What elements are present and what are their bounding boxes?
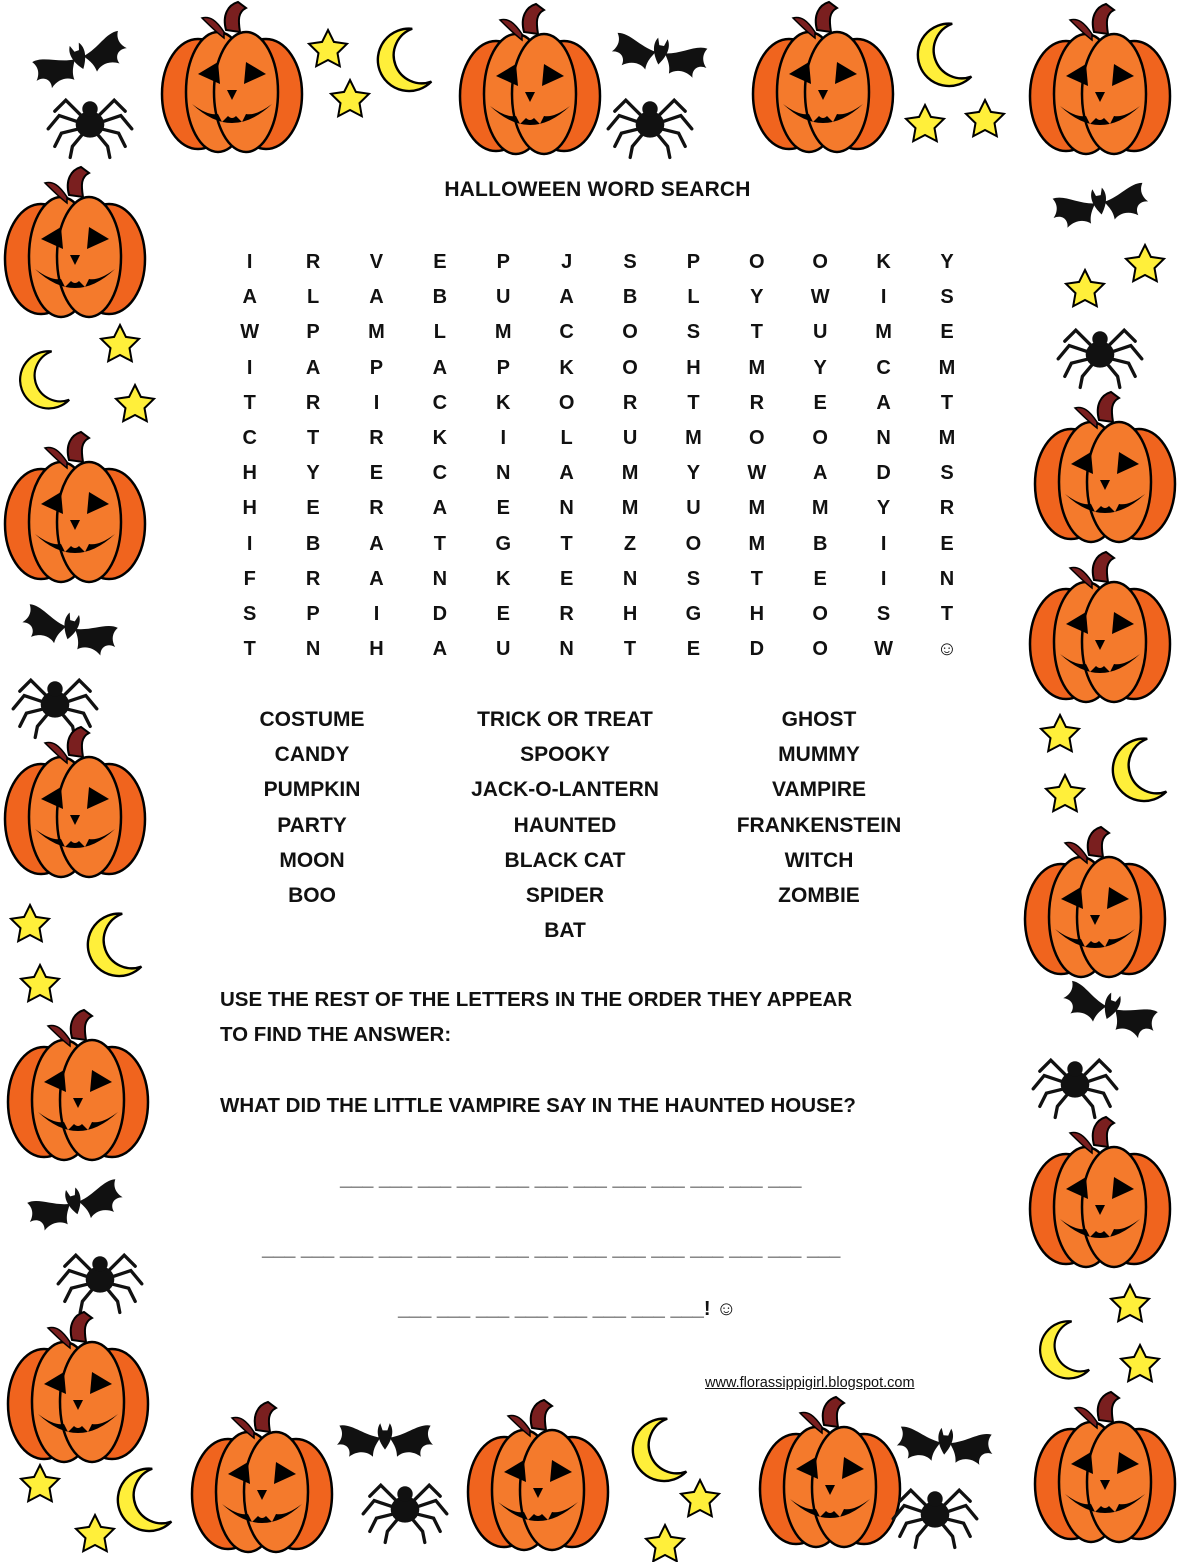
grid-cell: K <box>876 251 891 273</box>
grid-cell: R <box>939 497 955 520</box>
grid-cell: Y <box>750 286 764 309</box>
word-search-grid <box>218 245 979 667</box>
grid-cell: E <box>496 602 510 625</box>
grid-cell: W <box>874 638 894 661</box>
grid-cell: R <box>305 567 321 590</box>
grid-cell: T <box>560 532 573 555</box>
grid-cell: I <box>880 567 887 590</box>
grid-cell: P <box>369 356 384 379</box>
grid-cell: L <box>560 426 573 449</box>
grid-cell: E <box>559 567 574 590</box>
grid-cell: B <box>432 286 448 309</box>
grid-cell: S <box>940 286 954 309</box>
grid-cell: O <box>685 532 702 555</box>
word-list-item: BAT <box>544 919 586 943</box>
answer-blanks-line-3: ___ ___ ___ ___ ___ ___ ___ ___! ☺ <box>398 1298 737 1320</box>
grid-cell: T <box>433 532 446 555</box>
page-title: HALLOWEEN WORD SEARCH <box>444 178 751 201</box>
grid-cell: D <box>432 602 448 625</box>
grid-cell: R <box>749 391 765 414</box>
grid-cell: A <box>242 286 257 309</box>
word-list-column-2 <box>445 702 685 948</box>
grid-cell: T <box>940 391 954 414</box>
grid-cell: H <box>686 356 701 379</box>
grid-cell: P <box>496 251 510 273</box>
grid-cell: M <box>494 321 512 344</box>
grid-cell: M <box>748 356 766 379</box>
grid-cell: U <box>622 426 638 449</box>
grid-cell: M <box>685 426 702 449</box>
word-list-item: SPIDER <box>525 883 605 907</box>
grid-cell: O <box>622 356 638 379</box>
word-list-item: ZOMBIE <box>778 883 860 907</box>
grid-cell: A <box>369 532 384 555</box>
grid-cell: A <box>559 462 574 485</box>
grid-cell: S <box>940 462 954 485</box>
grid-cell: N <box>496 462 511 485</box>
grid-cell: N <box>622 567 638 590</box>
word-list-item: PARTY <box>277 813 347 837</box>
grid-cell: I <box>880 532 887 555</box>
answer-blanks-line-1: ___ ___ ___ ___ ___ ___ ___ ___ ___ ___ ___ ___ <box>340 1168 802 1190</box>
word-list-item: MUMMY <box>778 743 860 767</box>
grid-cell: O <box>749 251 765 273</box>
word-list-item: JACK-O-LANTERN <box>471 778 659 802</box>
grid-cell: H <box>242 462 257 485</box>
grid-cell: M <box>748 497 766 520</box>
word-list-item: WITCH <box>784 848 854 872</box>
word-list-item: GHOST <box>781 708 857 731</box>
grid-cell: Y <box>940 251 954 273</box>
grid-cell: E <box>369 462 384 485</box>
grid-cell: S <box>243 602 257 625</box>
grid-cell: M <box>621 462 639 485</box>
grid-cell: N <box>559 497 574 520</box>
grid-cell: F <box>243 567 256 590</box>
grid-cell: S <box>876 602 891 625</box>
grid-cell: P <box>306 602 320 625</box>
footer-url: www.florassippigirl.blogspot.com <box>705 1375 915 1391</box>
grid-cell: M <box>621 497 639 520</box>
grid-cell: R <box>305 391 321 414</box>
grid-cell: M <box>368 321 385 344</box>
grid-cell: C <box>242 426 257 449</box>
grid-cell: E <box>813 391 827 414</box>
grid-cell: G <box>685 602 702 625</box>
grid-cell: R <box>559 602 574 625</box>
grid-cell: L <box>687 286 700 309</box>
grid-cell: W <box>810 286 830 309</box>
grid-cell: D <box>749 638 765 661</box>
grid-cell: D <box>876 462 891 485</box>
grid-cell: E <box>940 532 954 555</box>
instruction-line-2: TO FIND THE ANSWER: <box>220 1023 452 1046</box>
grid-cell: M <box>748 532 766 555</box>
riddle-question: WHAT DID THE LITTLE VAMPIRE SAY IN THE HAUNTED HOUSE? <box>220 1094 856 1117</box>
grid-cell: K <box>432 426 448 449</box>
grid-cell: A <box>432 497 448 520</box>
grid-cell: Y <box>306 462 320 485</box>
grid-cell: C <box>876 356 891 379</box>
grid-cell: C <box>432 391 448 414</box>
grid-cell: O <box>812 602 828 625</box>
grid-cell: A <box>876 391 891 414</box>
grid-cell: Y <box>813 356 827 379</box>
grid-cell: M <box>811 497 829 520</box>
grid-cell: E <box>433 251 447 273</box>
grid-cell: K <box>496 391 511 414</box>
grid-cell: M <box>938 356 956 379</box>
grid-cell: R <box>369 497 384 520</box>
word-list-item: TRICK OR TREAT <box>477 708 653 731</box>
grid-cell: E <box>813 567 827 590</box>
word-list-item: COSTUME <box>259 708 365 731</box>
word-list-item: VAMPIRE <box>771 778 867 802</box>
word-list-item: PUMPKIN <box>263 778 361 802</box>
grid-cell: K <box>496 567 511 590</box>
grid-cell: T <box>243 638 256 661</box>
grid-cell: C <box>432 462 448 485</box>
grid-cell: H <box>749 602 765 625</box>
grid-cell: I <box>373 391 380 414</box>
grid-cell: U <box>812 321 828 344</box>
grid-cell: Y <box>876 497 891 520</box>
grid-cell: U <box>496 638 511 661</box>
grid-cell: T <box>243 391 256 414</box>
grid-cell: O <box>812 426 828 449</box>
grid-cell: Z <box>623 532 637 555</box>
grid-cell: T <box>940 602 954 625</box>
grid-cell: E <box>940 321 954 344</box>
grid-cell: S <box>686 321 701 344</box>
grid-cell: U <box>496 286 511 309</box>
grid-cell: Y <box>686 462 701 485</box>
grid-cell: I <box>246 251 253 273</box>
grid-cell: N <box>432 567 448 590</box>
grid-cell: S <box>623 251 637 273</box>
grid-cell: W <box>240 321 260 344</box>
word-list-item: HAUNTED <box>513 813 617 837</box>
word-list-item: BOO <box>288 883 336 907</box>
grid-cell: T <box>750 567 763 590</box>
grid-cell: G <box>495 532 512 555</box>
grid-cell: M <box>938 426 956 449</box>
grid-cell: K <box>559 356 574 379</box>
grid-cell: P <box>306 321 320 344</box>
grid-cell: I <box>500 426 507 449</box>
word-list-item: MOON <box>279 848 345 872</box>
grid-cell: I <box>246 356 253 379</box>
grid-cell: T <box>623 638 637 661</box>
grid-cell: A <box>432 638 448 661</box>
grid-cell: A <box>812 462 828 485</box>
grid-cell: N <box>939 567 955 590</box>
grid-cell: T <box>306 426 320 449</box>
grid-cell: W <box>747 462 767 485</box>
grid-cell: H <box>369 638 384 661</box>
grid-cell: C <box>559 321 574 344</box>
grid-cell: R <box>305 251 321 273</box>
grid-cell: N <box>559 638 574 661</box>
grid-cell: T <box>687 391 700 414</box>
grid-cell: O <box>749 426 765 449</box>
grid-cell: H <box>622 602 638 625</box>
grid-cell: N <box>305 638 321 661</box>
instruction-line-1: USE THE REST OF THE LETTERS IN THE ORDER THEY APPEAR <box>220 988 853 1011</box>
grid-cell: P <box>686 251 701 273</box>
grid-cell: L <box>433 321 446 344</box>
word-list-column-3 <box>710 702 928 913</box>
grid-cell: R <box>369 426 384 449</box>
grid-cell: O <box>812 251 828 273</box>
grid-cell: B <box>622 286 638 309</box>
answer-blanks-line-2: ___ ___ ___ ___ ___ ___ ___ ___ ___ ___ ___ ___ ___ ___ ___ <box>262 1238 841 1260</box>
grid-cell: U <box>686 497 701 520</box>
grid-cell: E <box>686 638 701 661</box>
grid-cell: A <box>369 286 384 309</box>
word-list-item: CANDY <box>274 743 350 767</box>
grid-cell: V <box>369 251 384 273</box>
grid-cell: I <box>880 286 887 309</box>
grid-cell: I <box>246 532 253 555</box>
grid-cell: E <box>496 497 510 520</box>
grid-cell: A <box>432 356 448 379</box>
grid-cell: O <box>812 638 828 661</box>
grid-cell: S <box>686 567 701 590</box>
grid-cell: I <box>373 602 380 625</box>
grid-cell: E <box>306 497 320 520</box>
grid-cell: N <box>876 426 891 449</box>
word-list-item: FRANKENSTEIN <box>736 813 902 837</box>
grid-cell: J <box>561 251 573 273</box>
grid-cell: B <box>812 532 828 555</box>
grid-cell: O <box>622 321 638 344</box>
grid-cell: L <box>306 286 320 309</box>
grid-cell: O <box>558 391 575 414</box>
grid-cell: A <box>559 286 574 309</box>
word-list-item: SPOOKY <box>520 743 610 767</box>
word-list-column-1 <box>212 702 412 913</box>
grid-cell: P <box>496 356 510 379</box>
grid-cell: A <box>369 567 384 590</box>
grid-cell: B <box>305 532 321 555</box>
grid-cell: H <box>242 497 257 520</box>
grid-cell: T <box>750 321 763 344</box>
grid-cell: R <box>622 391 638 414</box>
grid-cell: A <box>305 356 321 379</box>
word-list-item: BLACK CAT <box>504 848 626 872</box>
grid-cell: M <box>875 321 892 344</box>
grid-cell: ☺ <box>936 638 958 661</box>
